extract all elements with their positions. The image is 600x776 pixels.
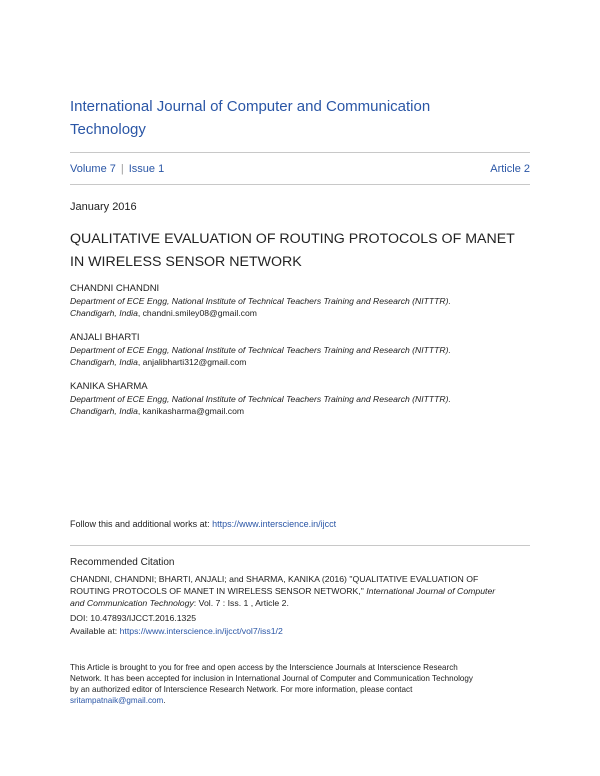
volume-issue <box>70 163 164 175</box>
citation-line2: ROUTING PROTOCOLS OF MANET IN WIRELESS SENSOR NETWORK," <box>70 586 367 596</box>
footer-end: . <box>163 696 166 705</box>
issue-link[interactable]: Issue 1 <box>128 163 165 175</box>
publication-date: January 2016 <box>70 201 137 213</box>
footer-notice <box>70 662 540 706</box>
article-link[interactable]: Article 2 <box>490 163 530 175</box>
article-title-line1: QUALITATIVE EVALUATION OF ROUTING PROTOCOLS OF MANET <box>70 231 515 247</box>
issue-divider <box>70 184 530 185</box>
top-divider <box>70 152 530 153</box>
issue-separator: | <box>120 163 124 175</box>
citation-doi: DOI: 10.47893/IJCCT.2016.1325 <box>70 613 197 623</box>
affiliation-department: Department of ECE Engg, National Institute of Technical Teachers Training and Research (NITTTR). <box>70 394 451 404</box>
article-title-line2: IN WIRELESS SENSOR NETWORK <box>70 254 302 270</box>
citation-journal-part2: and Communication Technology <box>70 598 194 608</box>
author-affiliation: Department of ECE Engg, National Institute of Technical Teachers Training and Research (NITTTR). Chandigarh, India, anjalibharti312@gmail.com <box>70 345 451 367</box>
available-at-line <box>70 626 283 636</box>
available-label: Available at: <box>70 626 120 636</box>
author-name: KANIKA SHARMA <box>70 381 148 392</box>
affiliation-place: Chandigarh, India <box>70 406 138 416</box>
affiliation-department: Department of ECE Engg, National Institute of Technical Teachers Training and Research (NITTTR). <box>70 296 451 306</box>
affiliation-department: Department of ECE Engg, National Institute of Technical Teachers Training and Research (NITTTR). <box>70 345 451 355</box>
available-link[interactable]: https://www.interscience.in/ijcct/vol7/iss1/2 <box>119 626 283 636</box>
follow-link[interactable]: https://www.interscience.in/ijcct <box>212 519 337 529</box>
author-entry <box>70 283 540 319</box>
volume-link[interactable]: Volume 7 <box>70 163 116 175</box>
citation-heading: Recommended Citation <box>70 557 175 568</box>
citation-journal-part1: International Journal of Computer <box>366 586 496 596</box>
journal-title-line2[interactable]: Technology <box>70 121 146 138</box>
affiliation-place: Chandigarh, India <box>70 308 138 318</box>
author-name: ANJALI BHARTI <box>70 332 140 343</box>
journal-title-line1[interactable]: International Journal of Computer and Communication <box>70 98 431 115</box>
citation-text <box>70 573 532 609</box>
author-email: anjalibharti312@gmail.com <box>142 357 247 367</box>
citation-volume: : Vol. 7 : Iss. 1 , Article 2. <box>193 598 289 608</box>
author-entry <box>70 332 540 368</box>
issue-row <box>70 163 530 175</box>
follow-line <box>70 519 336 529</box>
follow-text: Follow this and additional works at: <box>70 519 213 529</box>
author-email: kanikasharma@gmail.com <box>142 406 245 416</box>
author-email: chandni.smiley08@gmail.com <box>142 308 257 318</box>
footer-line2: Network. It has been accepted for inclusion in International Journal of Computer and Communication Technology <box>70 674 473 683</box>
author-list <box>70 283 540 430</box>
author-affiliation: Department of ECE Engg, National Institute of Technical Teachers Training and Research (NITTTR). Chandigarh, India, chandni.smiley08@gmail.com <box>70 296 451 318</box>
author-affiliation: Department of ECE Engg, National Institute of Technical Teachers Training and Research (NITTTR). Chandigarh, India, kanikasharma@gmail.com <box>70 394 451 416</box>
affiliation-place: Chandigarh, India <box>70 357 138 367</box>
citation-divider <box>70 545 530 546</box>
footer-line1: This Article is brought to you for free and open access by the Interscience Journals at Interscience Research <box>70 663 458 672</box>
journal-title[interactable] <box>70 95 530 141</box>
footer-line3: by an authorized editor of Interscience Research Network. For more information, please contact <box>70 685 413 694</box>
article-title <box>70 228 535 274</box>
author-name: CHANDNI CHANDNI <box>70 283 160 294</box>
contact-email-link[interactable]: sritampatnaik@gmail.com <box>70 696 164 705</box>
author-entry <box>70 381 540 417</box>
citation-line1: CHANDNI, CHANDNI; BHARTI, ANJALI; and SHARMA, KANIKA (2016) "QUALITATIVE EVALUATION OF <box>70 574 479 584</box>
